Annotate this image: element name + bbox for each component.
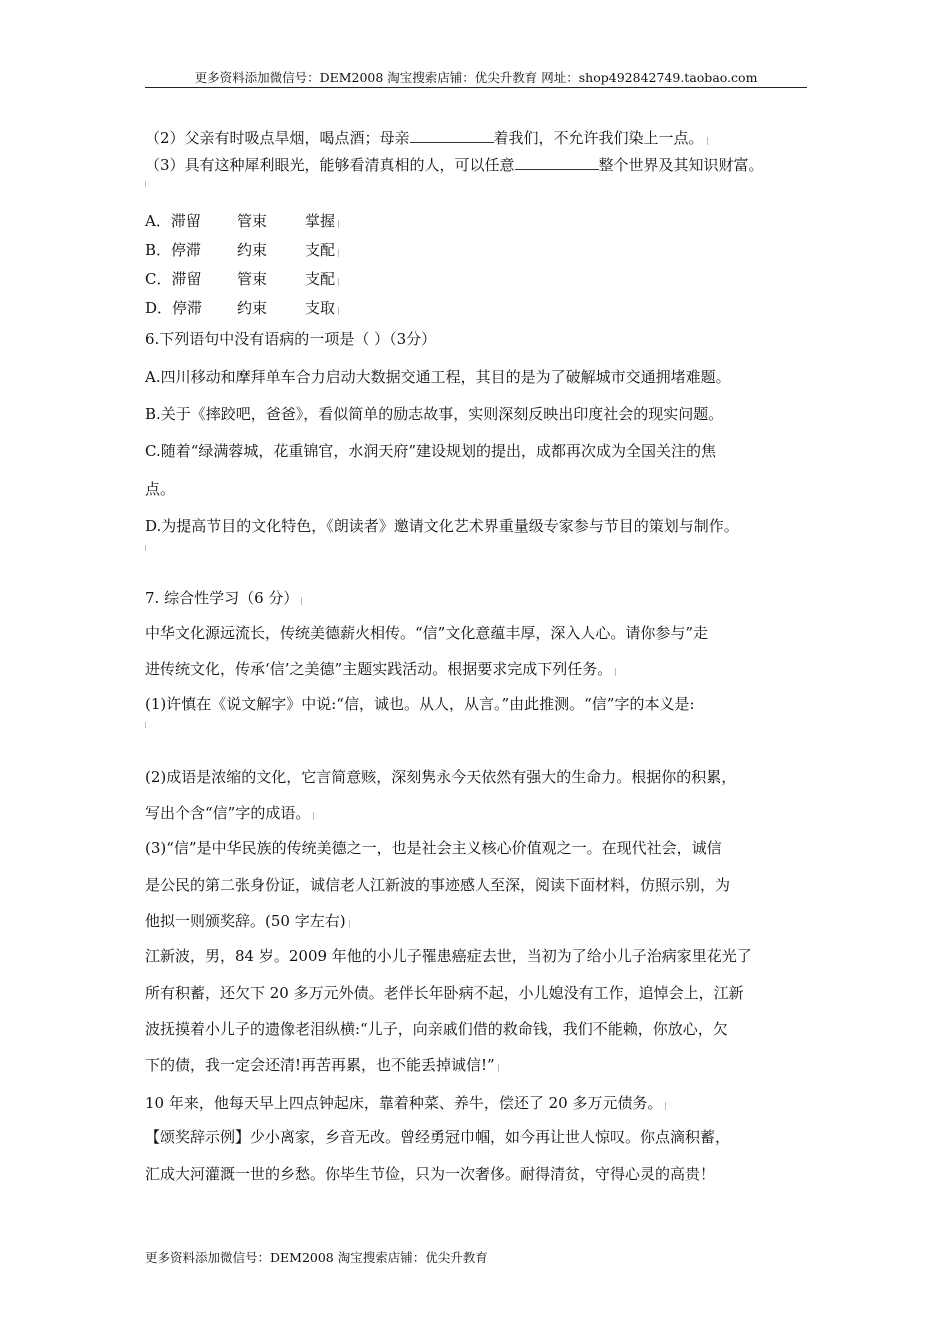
header-rule (145, 87, 807, 88)
q7-part-3-line1: (3)“信”是中华民族的传统美德之一，也是社会主义核心价值观之一。在现代社会，诚信 (145, 839, 722, 857)
q5-item-3-text: （3）具有这种犀利眼光，能够看清真相的人，可以任意 (145, 156, 515, 174)
q6-option-c-line2: 点。 (145, 480, 176, 498)
paragraph-mark (498, 1064, 503, 1072)
material-line3: 波抚摸着小儿子的遗像老泪纵横:“儿子，向亲戚们借的救命钱，我们不能赖，你放心，欠 (145, 1020, 728, 1038)
material-line5 (145, 1093, 670, 1113)
answer-blank[interactable] (410, 128, 494, 143)
q5-item-3-tail: 整个世界及其知识财富。 (598, 156, 764, 174)
q7-part-2-line2 (145, 803, 318, 823)
q5-option-c (145, 269, 343, 289)
material-line4-text: 下的债，我一定会还清!再苦再累，也不能丢掉诚信!” (145, 1056, 495, 1074)
option-label: C．滞留 (145, 270, 202, 288)
option-label: B．停滞 (145, 241, 202, 259)
paragraph-mark (145, 545, 148, 551)
q7-title-text: 7. 综合性学习（6 分） (145, 589, 299, 607)
q7-part-3-line2: 是公民的第二张身份证，诚信老人江新波的事迹感人至深，阅读下面材料，仿照示别，为 (145, 876, 731, 894)
paragraph-mark (707, 137, 712, 145)
option-word: 支配 (305, 270, 336, 288)
q7-part-3-line3 (145, 911, 354, 931)
option-word: 支取 (305, 299, 336, 317)
paragraph-mark (338, 307, 343, 315)
option-word: 管束 (237, 270, 268, 288)
paragraph-mark (615, 668, 620, 676)
q5-item-2 (145, 128, 712, 148)
q5-option-a (145, 211, 343, 231)
q6-option-d: D.为提高节目的文化特色，《朗读者》邀请文化艺术界重量级专家参与节目的策划与制作。 (145, 517, 739, 535)
q5-option-b (145, 240, 343, 260)
paragraph-mark (301, 597, 306, 605)
q6-option-a: A.四川移动和摩拜单车合力启动大数据交通工程，其目的是为了破解城市交通拥堵难题。 (145, 368, 731, 386)
material-line5-text: 10 年来，他每天早上四点钟起床，靠着种菜、养牛，偿还了 20 多万元债务。 (145, 1094, 663, 1112)
material-line1: 江新波，男，84 岁。2009 年他的小儿子罹患癌症去世，当初为了给小儿子治病家里花光了 (145, 947, 752, 965)
page-footer: 更多资料添加微信号：DEM2008 淘宝搜索店铺：优尖升教育 (145, 1250, 488, 1265)
paragraph-mark (313, 812, 318, 820)
option-word: 掌握 (305, 212, 336, 230)
page-header: 更多资料添加微信号：DEM2008 淘宝搜索店铺：优尖升教育 网址：shop492842749.taobao.com (194, 70, 758, 85)
paragraph-mark (145, 181, 148, 187)
paragraph-mark (338, 220, 343, 228)
q5-item-3 (145, 155, 764, 175)
q5-item-2-text: （2）父亲有时吸点旱烟，喝点酒；母亲 (145, 129, 410, 147)
material-line4 (145, 1055, 503, 1075)
material-line2: 所有积蓄，还欠下 20 多万元外债。老伴长年卧病不起，小儿媳没有工作，追悼会上，江新 (145, 984, 744, 1002)
option-word: 支配 (305, 241, 336, 259)
q7-part-1: (1)许慎在《说文解字》中说:“信，诚也。从人，从言。”由此推测。“信”字的本义是: (145, 695, 695, 713)
answer-blank[interactable] (515, 155, 599, 170)
q7-title (145, 588, 306, 608)
q7-intro-line2 (145, 659, 620, 679)
q7-part-2-line1: (2)成语是浓缩的文化，它言简意赅，深刻隽永今天依然有强大的生命力。根据你的积累， (145, 768, 737, 786)
paragraph-mark (145, 722, 148, 728)
paragraph-mark (349, 920, 354, 928)
example-line1: 【颂奖辞示例】少小离家，乡音无改。曾经勇冠巾帼，如今再让世人惊叹。你点滴积蓄， (145, 1128, 731, 1146)
option-word: 管束 (237, 212, 268, 230)
q7-intro-line1: 中华文化源远流长，传统美德薪火相传。“信”文化意蕴丰厚，深入人心。请你参与”走 (145, 624, 709, 642)
option-word: 约束 (237, 241, 268, 259)
q6-stem: 6.下列语句中没有语病的一项是（ ）（3分） (145, 330, 437, 348)
paragraph-mark (338, 278, 343, 286)
option-label: D．停滞 (145, 299, 203, 317)
q6-option-c-line1: C.随着“绿满蓉城，花重锦官，水润天府”建设规划的提出，成都再次成为全国关注的焦 (145, 442, 717, 460)
paragraph-mark (665, 1102, 670, 1110)
option-label: A．滞留 (145, 212, 201, 230)
paragraph-mark (338, 249, 343, 257)
q5-item-2-tail: 着我们，不允许我们染上一点。 (493, 129, 704, 147)
example-line2: 汇成大河灌溉一世的乡愁。你毕生节俭，只为一次奢侈。耐得清贫，守得心灵的高贵！ (145, 1165, 716, 1183)
q7-part-3-line3-text: 他拟一则颁奖辞。(50 字左右) (145, 912, 346, 930)
q6-option-b: B.关于《摔跤吧，爸爸》，看似简单的励志故事，实则深刻反映出印度社会的现实问题。 (145, 405, 724, 423)
q7-part-2-line2-text: 写出个含“信”字的成语。 (145, 804, 311, 822)
option-word: 约束 (237, 299, 268, 317)
q7-intro-line2-text: 进传统文化，传承‘信’之美德”主题实践活动。根据要求完成下列任务。 (145, 660, 613, 678)
q5-option-d (145, 298, 343, 318)
